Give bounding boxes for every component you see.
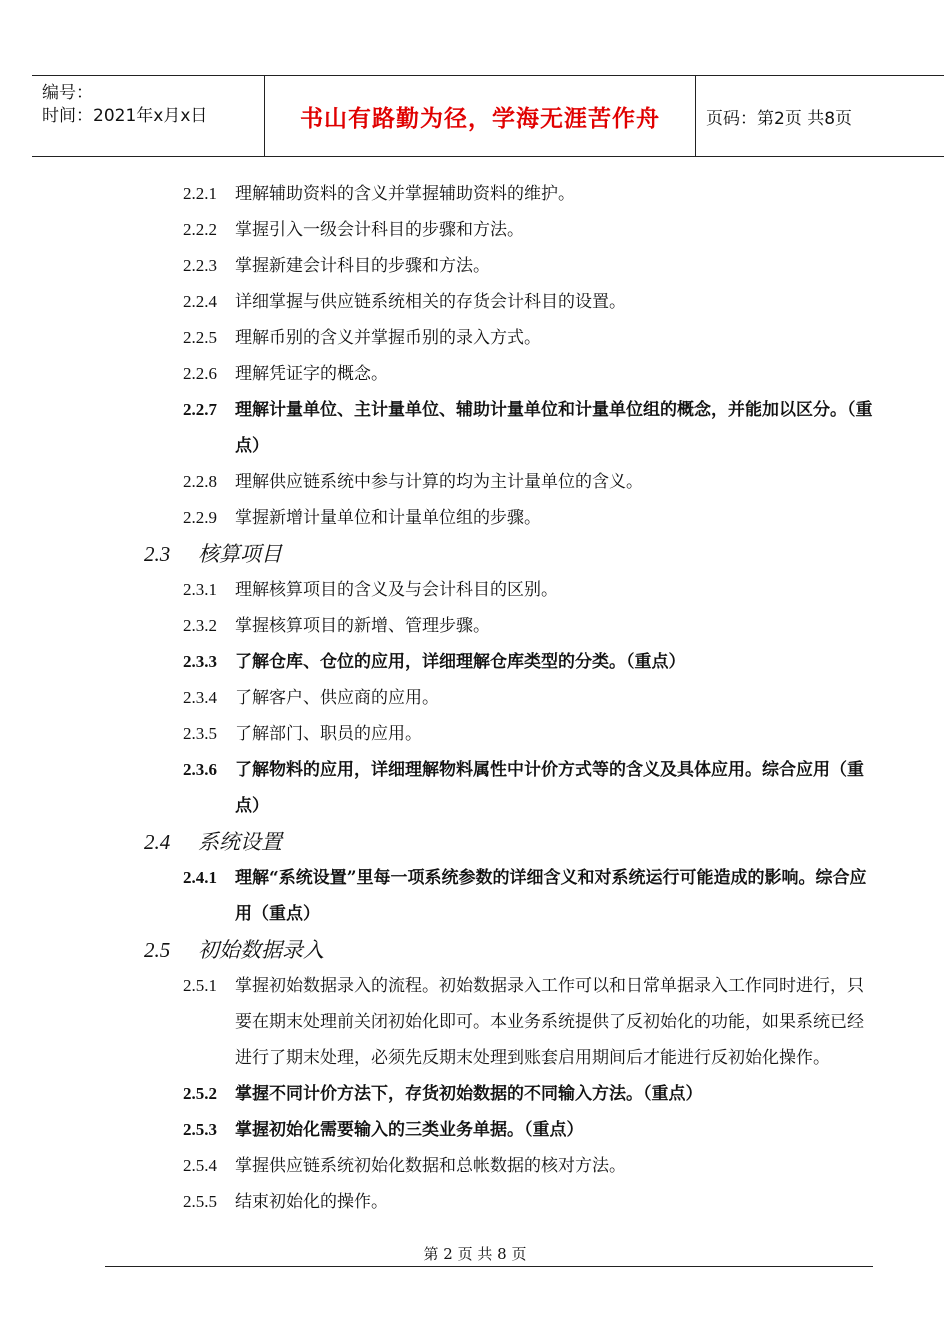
item-number: 2.3.6 bbox=[183, 760, 217, 779]
item-number: 2.3.3 bbox=[183, 652, 217, 671]
footer-page-number: 第 2 页 共 8 页 bbox=[423, 1245, 527, 1263]
footer-divider bbox=[105, 1266, 873, 1267]
list-item bbox=[183, 716, 873, 752]
header-meta bbox=[32, 76, 265, 156]
list-item bbox=[183, 356, 873, 392]
list-item bbox=[183, 572, 873, 608]
section-heading bbox=[144, 536, 950, 572]
section-title: 初始数据录入 bbox=[198, 938, 324, 962]
code-label: 编号： bbox=[42, 83, 93, 103]
list-item bbox=[183, 176, 873, 212]
list-item bbox=[183, 680, 873, 716]
item-text: 理解核算项目的含义及与会计科目的区别。 bbox=[235, 580, 558, 600]
item-number: 2.5.2 bbox=[183, 1084, 217, 1103]
item-text: 了解仓库、仓位的应用，详细理解仓库类型的分类。（重点） bbox=[235, 652, 686, 672]
item-text: 详细掌握与供应链系统相关的存货会计科目的设置。 bbox=[235, 292, 626, 312]
item-text: 掌握初始化需要输入的三类业务单据。（重点） bbox=[235, 1120, 584, 1140]
list-item bbox=[183, 1148, 873, 1184]
item-text: 掌握不同计价方法下，存货初始数据的不同输入方法。（重点） bbox=[235, 1084, 703, 1104]
item-text: 了解客户、供应商的应用。 bbox=[235, 688, 439, 708]
item-number: 2.5.5 bbox=[183, 1192, 217, 1211]
item-text: 掌握新建会计科目的步骤和方法。 bbox=[235, 256, 490, 276]
item-text: 掌握供应链系统初始化数据和总帐数据的核对方法。 bbox=[235, 1156, 626, 1176]
item-number: 2.5.3 bbox=[183, 1120, 217, 1139]
item-text: 理解辅助资料的含义并掌握辅助资料的维护。 bbox=[235, 184, 575, 204]
section-heading bbox=[144, 824, 950, 860]
list-item-key bbox=[183, 1076, 873, 1112]
item-number: 2.5.1 bbox=[183, 976, 217, 995]
item-number: 2.2.4 bbox=[183, 292, 217, 311]
item-number: 2.2.9 bbox=[183, 508, 217, 527]
item-number: 2.2.8 bbox=[183, 472, 217, 491]
item-text: 理解凭证字的概念。 bbox=[235, 364, 388, 384]
page-header bbox=[32, 75, 944, 157]
item-text: 了解物料的应用，详细理解物料属性中计价方式等的含义及具体应用。综合应用（重点） bbox=[235, 760, 864, 816]
item-number: 2.3.5 bbox=[183, 724, 217, 743]
list-item bbox=[183, 284, 873, 320]
item-text: 理解币别的含义并掌握币别的录入方式。 bbox=[235, 328, 541, 348]
item-text: 结束初始化的操作。 bbox=[235, 1192, 388, 1212]
section-number: 2.3 bbox=[144, 542, 171, 566]
document-body bbox=[0, 176, 950, 1220]
list-item-key bbox=[183, 752, 873, 824]
header-motto: 书山有路勤为径，学海无涯苦作舟 bbox=[265, 76, 696, 156]
item-text: 理解计量单位、主计量单位、辅助计量单位和计量单位组的概念，并能加以区分。（重点） bbox=[235, 400, 873, 456]
section-heading bbox=[144, 932, 950, 968]
list-item-key bbox=[183, 1112, 873, 1148]
item-text: 理解“系统设置”里每一项系统参数的详细含义和对系统运行可能造成的影响。综合应用（重点） bbox=[235, 868, 867, 924]
item-number: 2.5.4 bbox=[183, 1156, 217, 1175]
item-number: 2.2.1 bbox=[183, 184, 217, 203]
item-number: 2.3.2 bbox=[183, 616, 217, 635]
list-item-key bbox=[183, 644, 873, 680]
item-number: 2.2.2 bbox=[183, 220, 217, 239]
item-text: 掌握初始数据录入的流程。初始数据录入工作可以和日常单据录入工作同时进行，只要在期末处理前关闭初始化即可。本业务系统提供了反初始化的功能，如果系统已经进行了期末处理，必须先反期末处理到账套启用期间后才能进行反初始化操作。 bbox=[235, 976, 864, 1068]
item-number: 2.2.6 bbox=[183, 364, 217, 383]
item-number: 2.2.5 bbox=[183, 328, 217, 347]
section-number: 2.5 bbox=[144, 938, 171, 962]
list-item bbox=[183, 968, 873, 1076]
section-number: 2.4 bbox=[144, 830, 171, 854]
item-number: 2.4.1 bbox=[183, 868, 217, 887]
item-number: 2.3.4 bbox=[183, 688, 217, 707]
item-text: 了解部门、职员的应用。 bbox=[235, 724, 422, 744]
list-item bbox=[183, 1184, 873, 1220]
item-text: 掌握引入一级会计科目的步骤和方法。 bbox=[235, 220, 524, 240]
item-text: 掌握核算项目的新增、管理步骤。 bbox=[235, 616, 490, 636]
item-text: 掌握新增计量单位和计量单位组的步骤。 bbox=[235, 508, 541, 528]
list-item bbox=[183, 464, 873, 500]
list-item-key bbox=[183, 392, 873, 464]
list-item bbox=[183, 500, 873, 536]
list-item bbox=[183, 608, 873, 644]
item-number: 2.2.7 bbox=[183, 400, 217, 419]
list-item bbox=[183, 248, 873, 284]
item-number: 2.2.3 bbox=[183, 256, 217, 275]
section-title: 核算项目 bbox=[198, 542, 282, 566]
item-text: 理解供应链系统中参与计算的均为主计量单位的含义。 bbox=[235, 472, 643, 492]
header-page-info: 页码：第2页 共8页 bbox=[706, 108, 853, 129]
list-item bbox=[183, 212, 873, 248]
section-title: 系统设置 bbox=[198, 830, 282, 854]
list-item bbox=[183, 320, 873, 356]
list-item-key bbox=[183, 860, 873, 932]
time-label: 时间：2021年x月x日 bbox=[42, 106, 208, 126]
item-number: 2.3.1 bbox=[183, 580, 217, 599]
